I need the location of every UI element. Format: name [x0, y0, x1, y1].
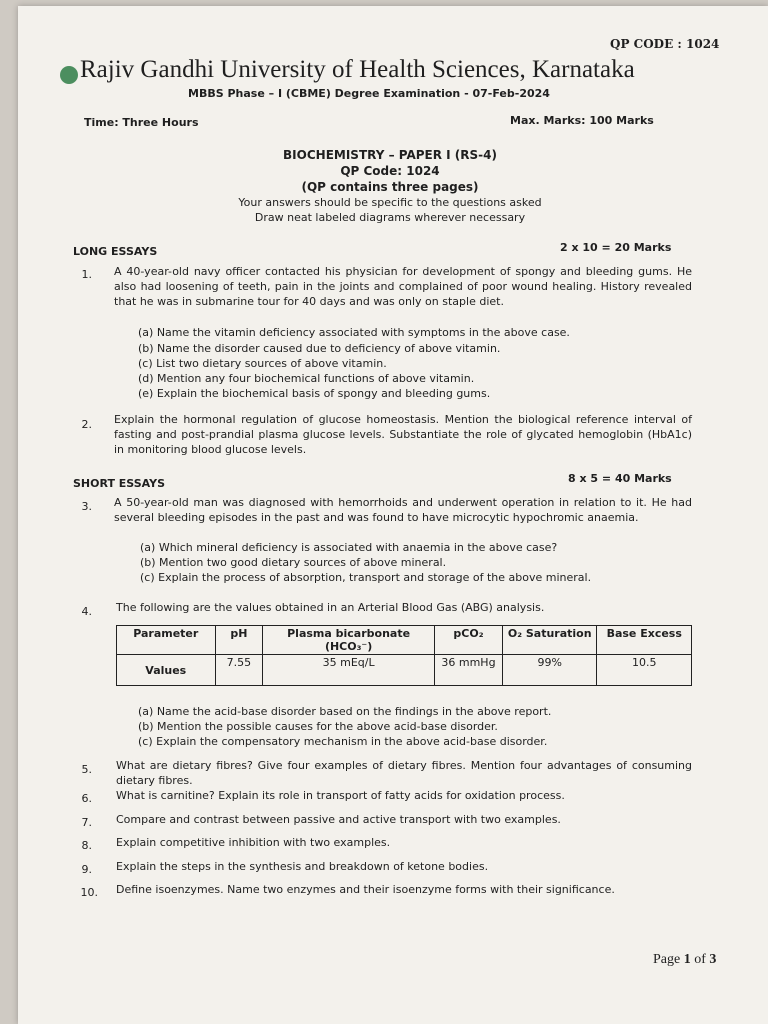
question-3-part-a: (a) Which mineral deficiency is associated with anaemia in the above case?: [140, 541, 558, 554]
question-number: 2.: [81, 418, 92, 431]
paper-code: QP Code: 1024: [340, 164, 440, 178]
question-6-text: What is carnitine? Explain its role in transport of fatty acids for oxidation process.: [116, 789, 565, 802]
question-5-text: What are dietary fibres? Give four examples of dietary fibres. Mention four advantages of consuming dietary fibres.: [116, 759, 692, 787]
question-3-part-c: (c) Explain the process of absorption, transport and storage of the above mineral.: [140, 571, 592, 584]
question-1-part-e: (e) Explain the biochemical basis of spongy and bleeding gums.: [138, 387, 491, 400]
question-number: 5.: [81, 763, 92, 776]
question-2-text: Explain the hormonal regulation of glucose homeostasis. Mention the biological reference interval of fasting and post-prandial plasma glucose levels. Substantiate the role of glycated hemoglobin (HbA1c) in monitoring blood glucose levels.: [114, 413, 692, 456]
question-4-part-b: (b) Mention the possible causes for the above acid-base disorder.: [138, 720, 498, 733]
exam-line: MBBS Phase – I (CBME) Degree Examination - 07-Feb-2024: [188, 87, 550, 100]
abg-table: [116, 625, 692, 686]
paper-title: BIOCHEMISTRY – PAPER I (RS-4): [283, 148, 497, 162]
pages-note: (QP contains three pages): [301, 180, 479, 194]
long-essays-heading: LONG ESSAYS: [73, 245, 158, 258]
question-3-text: A 50-year-old man was diagnosed with hemorrhoids and underwent operation in relation to it. He had several bleeding episodes in the past and was found to have microcytic hypochromic anaemia.: [114, 496, 692, 524]
table-row: [117, 655, 692, 686]
short-essays-marks: 8 x 5 = 40 Marks: [568, 472, 672, 485]
question-number: 10.: [80, 886, 98, 899]
table-cell: 36 mmHg: [434, 655, 502, 686]
table-header-cell: pCO₂: [434, 626, 502, 655]
table-header-cell: pH: [215, 626, 263, 655]
question-7-text: Compare and contrast between passive and active transport with two examples.: [116, 813, 561, 826]
table-cell: 35 mEq/L: [263, 655, 435, 686]
instruction-2: Draw neat labeled diagrams wherever necessary: [254, 211, 526, 224]
question-10-text: Define isoenzymes. Name two enzymes and their isoenzyme forms with their significance.: [116, 883, 615, 896]
question-4-part-a: (a) Name the acid-base disorder based on the findings in the above report.: [138, 705, 552, 718]
question-9-text: Explain the steps in the synthesis and breakdown of ketone bodies.: [116, 860, 489, 873]
question-number: 8.: [81, 839, 92, 852]
green-pin-mark: [60, 66, 78, 84]
table-header-cell: Base Excess: [597, 626, 692, 655]
table-cell: 7.55: [215, 655, 263, 686]
question-1-part-d: (d) Mention any four biochemical functions of above vitamin.: [138, 372, 475, 385]
qp-code-top: QP CODE : 1024: [610, 37, 720, 51]
table-header-row: [117, 626, 692, 655]
question-number: 4.: [81, 605, 92, 618]
table-header-cell: Plasma bicarbonate (HCO₃⁻): [263, 626, 435, 655]
question-number: 9.: [81, 863, 92, 876]
question-4-text: The following are the values obtained in an Arterial Blood Gas (ABG) analysis.: [116, 601, 545, 614]
page-total: 3: [709, 952, 717, 967]
question-1-part-b: (b) Name the disorder caused due to deficiency of above vitamin.: [138, 342, 501, 355]
short-essays-heading: SHORT ESSAYS: [73, 477, 166, 490]
question-1-part-c: (c) List two dietary sources of above vitamin.: [138, 357, 387, 370]
question-number: 6.: [81, 792, 92, 805]
max-marks: Max. Marks: 100 Marks: [510, 114, 654, 127]
question-8-text: Explain competitive inhibition with two examples.: [116, 836, 391, 849]
question-number: 7.: [81, 816, 92, 829]
question-number: 3.: [81, 500, 92, 513]
of-word: of: [694, 952, 706, 967]
long-essays-marks: 2 x 10 = 20 Marks: [560, 241, 672, 254]
table-cell: 99%: [503, 655, 597, 686]
table-header-cell: Parameter: [117, 626, 216, 655]
question-4-part-c: (c) Explain the compensatory mechanism in the above acid-base disorder.: [138, 735, 548, 748]
question-3-part-b: (b) Mention two good dietary sources of above mineral.: [140, 556, 447, 569]
page-number: 1: [683, 952, 691, 967]
question-1-text: A 40-year-old navy officer contacted his physician for development of spongy and bleeding gums. He also had loosening of teeth, pain in the joints and complained of poor wound healing. History revealed that he was in submarine tour for 40 days and was only on staple diet.: [114, 265, 692, 308]
table-cell: 10.5: [597, 655, 692, 686]
table-row-label: Values: [117, 655, 216, 686]
university-title: Rajiv Gandhi University of Health Sciences, Karnataka: [80, 56, 635, 83]
instruction-1: Your answers should be specific to the questions asked: [238, 196, 542, 209]
question-1-part-a: (a) Name the vitamin deficiency associated with symptoms in the above case.: [138, 326, 570, 339]
time-allowed: Time: Three Hours: [84, 116, 199, 129]
page-word: Page: [653, 952, 681, 967]
table-header-cell: O₂ Saturation: [503, 626, 597, 655]
question-number: 1.: [81, 268, 92, 281]
page-indicator: [653, 952, 716, 968]
